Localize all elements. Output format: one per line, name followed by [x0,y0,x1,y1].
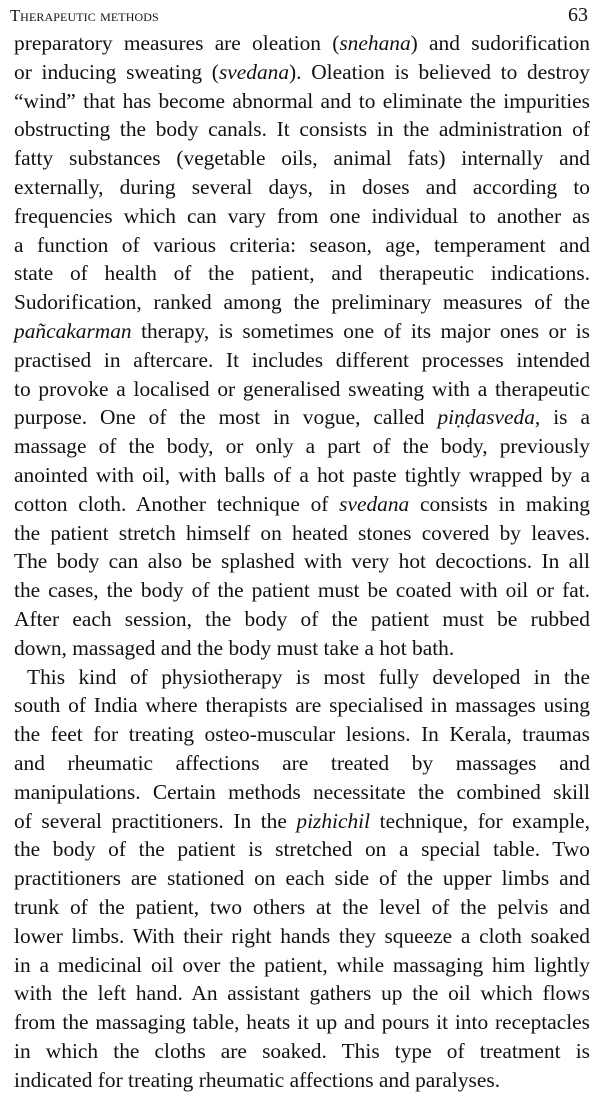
text-run: cotton cloth. Another technique of [14,491,340,516]
text-run: technique, for example, [370,808,590,833]
text-run: with the left hand. An assistant gathers up the oil which flows [14,981,590,1006]
text-run: from the massaging table, heats it up and pours it into receptacles [14,1010,590,1035]
text-run: frequencies which can vary from one individual to another as [14,203,590,228]
text-line [14,951,590,980]
text-run: ) and sudorification [410,31,590,55]
text-run: of several practitioners. In the [14,808,297,833]
text-line [14,1037,590,1066]
text-line [14,29,590,58]
text-line [14,1066,590,1094]
text-line [14,720,590,749]
text-run: preparatory measures are oleation ( [14,31,340,55]
text-run: state of health of the patient, and therapeutic indications. [14,261,590,286]
text-line [14,58,590,87]
text-run: practitioners are stationed on each side of the upper limbs and [14,866,590,891]
text-run: the patient stretch himself on heated stones covered by leaves. [14,520,590,545]
running-title: Therapeutic methods [10,6,159,25]
text-run: to provoke a localised or generalised sweating with a therapeutic [14,376,590,401]
text-line [14,749,590,778]
text-line [14,461,590,490]
text-run: or inducing sweating ( [14,59,219,84]
text-run: This kind of physiotherapy is most fully developed in the [27,664,590,689]
text-line [14,519,590,548]
text-run: and rheumatic affections are treated by massages and [14,750,590,775]
text-line [14,835,590,864]
text-line [14,432,590,461]
text-line [14,490,590,519]
text-line [14,691,590,720]
text-line [14,173,590,202]
text-run: a function of various criteria: season, age, temperament and [14,232,590,257]
text-line [14,346,590,375]
text-run: in a medicinal oil over the patient, while massaging him lightly [14,952,590,977]
text-run: manipulations. Certain methods necessitate the combined skill [14,779,590,804]
text-run: externally, during several days, in doses and according to [14,174,590,199]
text-run: “wind” that has become abnormal and to eliminate the impurities [14,88,590,113]
italic-term: piṇḍasveda [437,405,535,430]
italic-term: pizhichil [296,808,371,833]
text-line [14,202,590,231]
text-line [14,864,590,893]
italic-term: svedana [218,59,290,84]
text-run: obstructing the body canals. It consists in the administration of [14,117,590,142]
text-run: consists in making [409,491,590,516]
text-run: The body can also be splashed with very hot decoctions. In all [14,549,590,574]
page-body [14,29,590,1094]
text-line [14,403,590,432]
text-line [14,893,590,922]
text-run: Sudorification, ranked among the preliminary measures of the [14,290,590,315]
text-run: the feet for treating osteo-muscular lesions. In Kerala, traumas [14,722,590,747]
text-line [14,1008,590,1037]
running-header [10,4,588,30]
text-run: purpose. One of the most in vogue, called [14,405,438,430]
page-number: 63 [568,4,588,26]
text-run: the cases, the body of the patient must be coated with oil or fat. [14,578,590,603]
text-run: ). Oleation is believed to destroy [289,59,590,84]
italic-term: snehana [339,31,411,55]
text-line [14,288,590,317]
text-run: trunk of the patient, two others at the level of the pelvis and [14,894,590,919]
text-line [14,317,590,346]
text-run: the body of the patient is stretched on a special table. Two [14,837,590,862]
text-line [14,115,590,144]
text-line [14,547,590,576]
text-run: down, massaged and the body must take a hot bath. [14,635,455,660]
text-run: After each session, the body of the patient must be rubbed [14,606,590,631]
italic-term: pañcakarman [14,318,132,343]
text-run: therapy, is sometimes one of its major ones or is [131,318,590,343]
text-line [14,87,590,116]
text-line [14,605,590,634]
text-run: practised in aftercare. It includes different processes intended [14,347,590,372]
text-line [14,375,590,404]
text-run: indicated for treating rheumatic affections and paralyses. [14,1067,501,1092]
text-line [14,634,590,663]
text-line [14,663,590,692]
text-line [14,576,590,605]
text-run: massage of the body, or only a part of the body, previously [14,434,590,459]
text-run: south of India where therapists are specialised in massages using [14,693,590,718]
text-line [14,144,590,173]
text-line [14,807,590,836]
text-run: in which the cloths are soaked. This type of treatment is [14,1038,590,1063]
text-line [14,259,590,288]
paragraph [14,663,590,1094]
text-line [14,778,590,807]
italic-term: svedana [339,491,410,516]
text-line [14,231,590,260]
text-run: anointed with oil, with balls of a hot paste tightly wrapped by a [14,462,590,487]
text-line [14,979,590,1008]
text-run: , is a [534,405,590,430]
text-line [14,922,590,951]
text-run: lower limbs. With their right hands they squeeze a cloth soaked [14,923,590,948]
paragraph [14,29,590,663]
text-run: fatty substances (vegetable oils, animal fats) internally and [14,146,590,171]
